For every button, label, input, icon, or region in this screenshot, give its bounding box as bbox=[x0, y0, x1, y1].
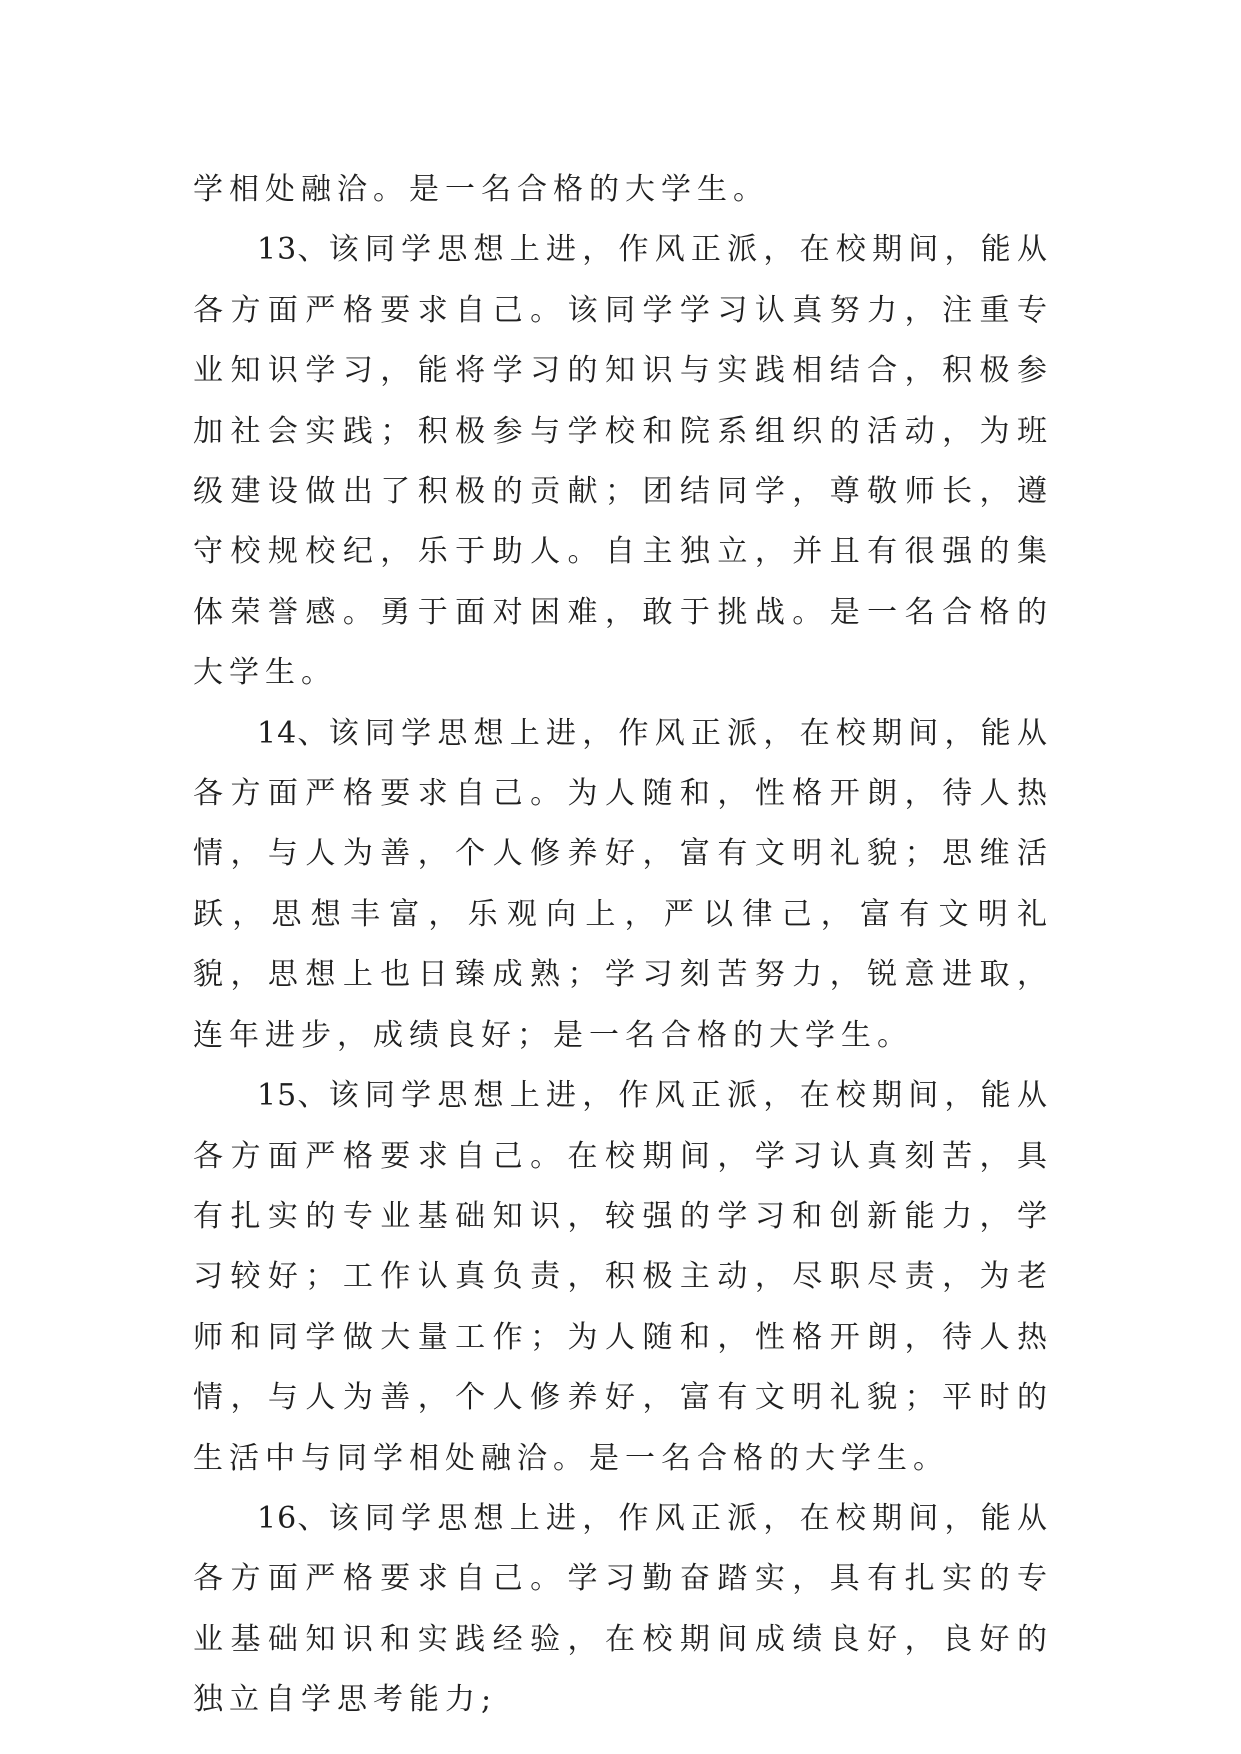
paragraph-text: 该同学思想上进，作风正派，在校期间，能从各方面严格要求自己。学习勤奋踏实，具有扎实的专业基础知识和实践经验，在校期间成绩良好，良好的独立自学思考能力; bbox=[193, 1500, 1053, 1718]
paragraph-13 bbox=[193, 220, 1053, 703]
paragraph-number: 14、 bbox=[257, 715, 329, 751]
paragraph-15 bbox=[193, 1066, 1053, 1489]
paragraph-number: 16、 bbox=[257, 1500, 329, 1536]
paragraph-16 bbox=[193, 1489, 1053, 1731]
paragraph-number: 15、 bbox=[257, 1078, 329, 1114]
paragraph-text: 该同学思想上进，作风正派，在校期间，能从各方面严格要求自己。该同学学习认真努力，注重专业知识学习，能将学习的知识与实践相结合，积极参加社会实践；积极参与学校和院系组织的活动，为班级建设做出了积极的贡献；团结同学，尊敬师长，遵守校规校纪，乐于助人。自主独立，并且有很强的集体荣誉感。勇于面对困难，敢于挑战。是一名合格的大学生。 bbox=[193, 232, 1053, 691]
paragraph-text: 该同学思想上进，作风正派，在校期间，能从各方面严格要求自己。在校期间，学习认真刻苦，具有扎实的专业基础知识，较强的学习和创新能力，学习较好；工作认真负责，积极主动，尽职尽责，为老师和同学做大量工作；为人随和，性格开朗，待人热情，与人为善，个人修养好，富有文明礼貌；平时的生活中与同学相处融洽。是一名合格的大学生。 bbox=[193, 1078, 1053, 1476]
paragraph-text: 学相处融洽。是一名合格的大学生。 bbox=[193, 172, 769, 207]
paragraph-continuation bbox=[193, 160, 1053, 220]
paragraph-number: 13、 bbox=[257, 232, 329, 268]
paragraph-text: 该同学思想上进，作风正派，在校期间，能从各方面严格要求自己。为人随和，性格开朗，待人热情，与人为善，个人修养好，富有文明礼貌；思维活跃，思想丰富，乐观向上，严以律己，富有文明礼貌，思想上也日臻成熟；学习刻苦努力，锐意进取，连年进步，成绩良好；是一名合格的大学生。 bbox=[193, 715, 1053, 1053]
document-body bbox=[193, 160, 1053, 1731]
paragraph-14 bbox=[193, 704, 1053, 1066]
